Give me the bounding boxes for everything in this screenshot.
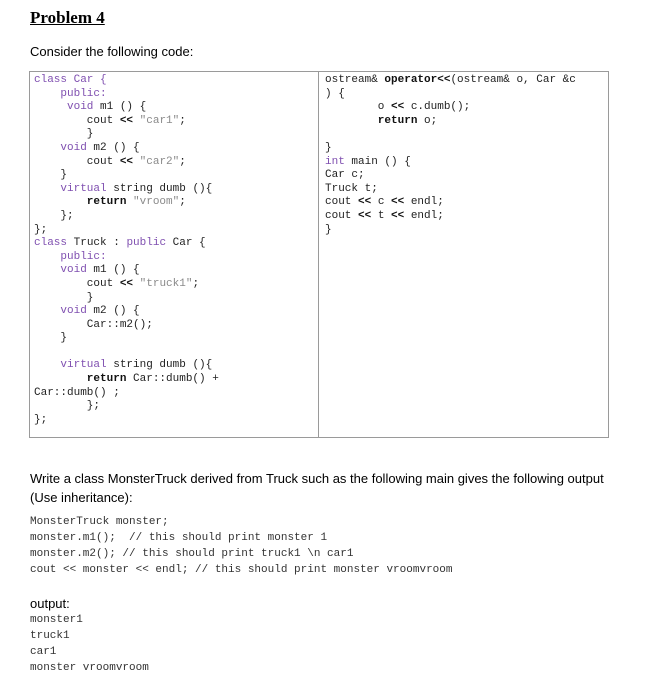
code-line: cout << t << endl; <box>325 209 444 222</box>
main-code-line: MonsterTruck monster; <box>30 516 169 528</box>
code-line: public: <box>34 250 107 263</box>
output-line: monster1 <box>30 614 83 626</box>
intro-text: Consider the following code: <box>30 44 194 59</box>
code-line: } <box>34 128 94 141</box>
code-line: } <box>325 141 332 154</box>
code-line: }; <box>34 223 48 236</box>
code-line: }; <box>34 209 74 222</box>
code-line: class Car { <box>34 74 107 86</box>
output-line: car1 <box>30 646 57 658</box>
code-line <box>325 128 608 142</box>
code-line: } <box>34 291 94 304</box>
code-line: cout << "car1"; <box>34 114 186 127</box>
task-description: Write a class MonsterTruck derived from Truck such as the following main gives the following output (Use inheritance): <box>30 471 604 505</box>
code-line: public: <box>34 87 107 100</box>
code-line: } <box>34 332 68 345</box>
code-line: virtual string dumb (){ <box>34 182 213 195</box>
code-line: Car::m2(); <box>34 318 153 331</box>
output-label: output: <box>30 596 70 611</box>
code-line: ostream& operator<<(ostream& o, Car &c <box>325 74 576 86</box>
code-line: void m2 () { <box>34 141 140 154</box>
code-line: cout << "truck1"; <box>34 277 200 290</box>
code-line: cout << "car2"; <box>34 155 186 168</box>
code-line: o << c.dumb(); <box>325 101 471 114</box>
code-table <box>29 71 609 438</box>
code-line: }; <box>34 400 101 413</box>
operator-main-code <box>319 72 608 437</box>
code-line: virtual string dumb (){ <box>34 359 213 372</box>
output-line: truck1 <box>30 630 70 642</box>
code-line: cout << c << endl; <box>325 196 444 209</box>
code-line: }; <box>34 413 48 426</box>
code-line: class Truck : public Car { <box>34 237 206 250</box>
code-line: Car::dumb() ; <box>34 386 120 399</box>
class-definitions-code <box>30 72 319 437</box>
code-line: return Car::dumb() + <box>34 373 219 386</box>
code-line: return o; <box>325 114 438 127</box>
code-line: } <box>325 223 332 236</box>
main-usage-code <box>30 514 452 578</box>
expected-output <box>30 612 149 676</box>
main-code-line: monster.m2(); // this should print truck1 \n car1 <box>30 548 354 560</box>
main-code-line: cout << monster << endl; // this should print monster vroomvroom <box>30 564 453 576</box>
code-line: return "vroom"; <box>34 196 186 209</box>
output-line: monster vroomvroom <box>30 662 149 674</box>
code-line: } <box>34 169 68 182</box>
code-line: Car c; <box>325 169 365 182</box>
code-line: Truck t; <box>325 182 378 195</box>
code-line <box>34 346 318 360</box>
problem-title: Problem 4 <box>30 8 105 27</box>
code-line: ) { <box>325 87 345 100</box>
code-line: int main () { <box>325 155 411 168</box>
code-line: void m1 () { <box>34 264 140 277</box>
main-code-line: monster.m1(); // this should print monster 1 <box>30 532 328 544</box>
code-line: void m2 () { <box>34 305 140 318</box>
code-line: void m1 () { <box>34 101 147 114</box>
